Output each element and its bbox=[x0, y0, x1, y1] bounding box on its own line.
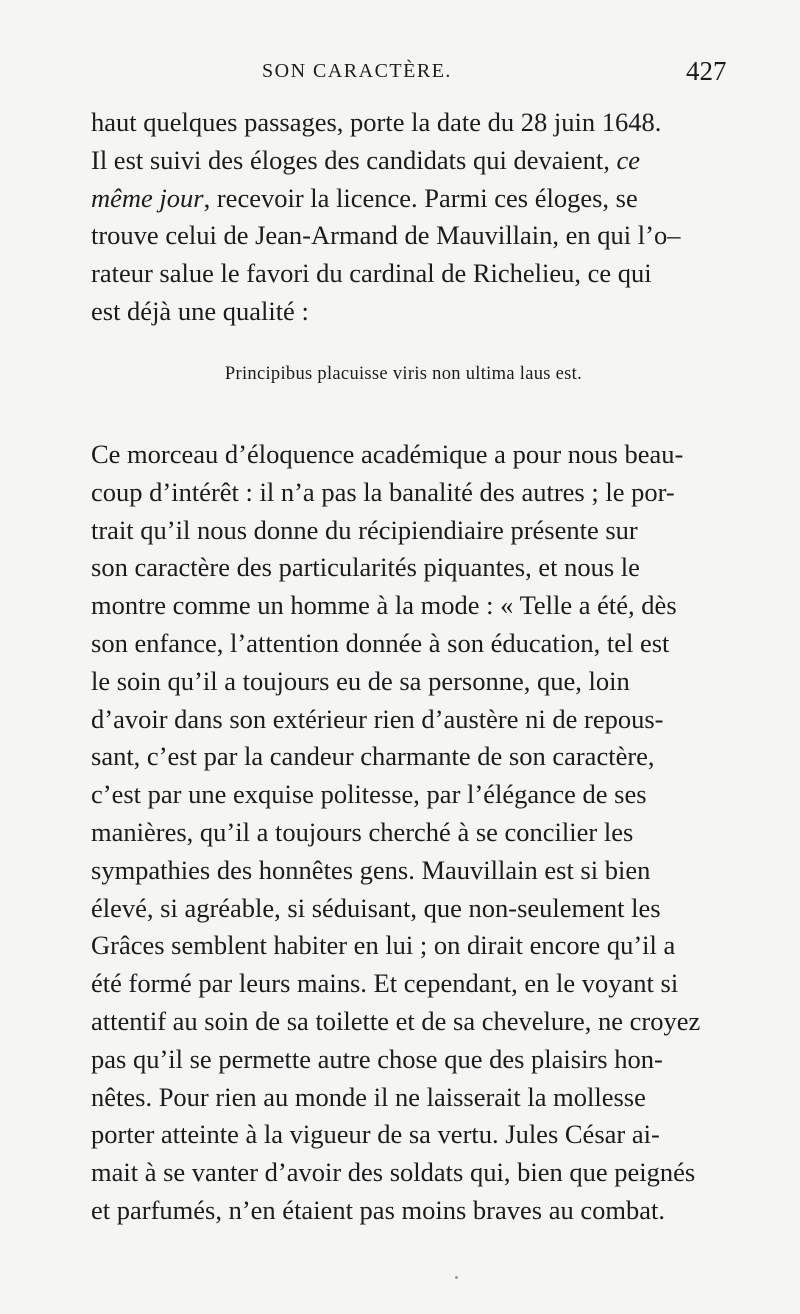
text-line: été formé par leurs mains. Et cependant, en le voyant si bbox=[91, 968, 679, 999]
text-run: , recevoir la licence. Parmi ces éloges, se bbox=[203, 182, 638, 213]
text-line: son caractère des particularités piquantes, et nous le bbox=[91, 552, 640, 583]
text-line: Grâces semblent habiter en lui ; on dirait encore qu’il a bbox=[91, 930, 676, 961]
running-head bbox=[0, 56, 800, 90]
text-line: et parfumés, n’en étaient pas moins braves au combat. bbox=[91, 1194, 665, 1225]
text-run: trouve celui de Jean-Armand de Mauvillain, en qui l’o– bbox=[91, 220, 681, 251]
text-line: montre comme un homme à la mode : « Telle a été, dès bbox=[91, 590, 677, 621]
text-line: d’avoir dans son extérieur rien d’austère ni de repous- bbox=[91, 703, 664, 734]
text-line: mait à se vanter d’avoir des soldats qui, bien que peignés bbox=[91, 1157, 696, 1188]
text-line bbox=[91, 142, 716, 180]
text-line bbox=[91, 255, 716, 293]
text-line: attentif au soin de sa toilette et de sa chevelure, ne croyez bbox=[91, 1005, 701, 1036]
text-line: trait qu’il nous donne du récipiendiaire présente sur bbox=[91, 514, 638, 545]
paragraph-1 bbox=[91, 104, 716, 331]
running-title: SON CARACTÈRE. bbox=[262, 60, 452, 82]
text-line: pas qu’il se permette autre chose que des plaisirs hon- bbox=[91, 1043, 663, 1074]
text-run: haut quelques passages, porte la date du 28 juin 1648. bbox=[91, 107, 662, 137]
text-line: Ce morceau d’éloquence académique a pour nous beau- bbox=[91, 439, 684, 469]
text-line: coup d’intérêt : il n’a pas la banalité des autres ; le por- bbox=[91, 476, 675, 507]
text-run: est déjà une qualité : bbox=[91, 295, 309, 326]
text-run: Il est suivi des éloges des candidats qui devaient, bbox=[91, 144, 617, 175]
text-line: son enfance, l’attention donnée à son éducation, tel est bbox=[91, 627, 670, 658]
italic-text-run: même jour bbox=[91, 182, 204, 213]
text-line: sant, c’est par la candeur charmante de son caractère, bbox=[91, 741, 655, 772]
text-line: élevé, si agréable, si séduisant, que non-seulement les bbox=[91, 892, 661, 923]
text-line: le soin qu’il a toujours eu de sa personne, que, loin bbox=[91, 665, 630, 696]
text-line bbox=[91, 104, 716, 142]
text-line: nêtes. Pour rien au monde il ne laisserait la mollesse bbox=[91, 1081, 646, 1112]
paper-speck bbox=[455, 1276, 458, 1279]
text-line bbox=[91, 180, 716, 218]
italic-text-run: ce bbox=[616, 144, 640, 175]
text-run: rateur salue le favori du cardinal de Richelieu, ce qui bbox=[91, 258, 652, 289]
text-line: c’est par une exquise politesse, par l’élégance de ses bbox=[91, 779, 647, 810]
text-line: porter atteinte à la vigueur de sa vertu. Jules César ai- bbox=[91, 1119, 660, 1150]
page-number: 427 bbox=[686, 56, 727, 86]
text-line: sympathies des honnêtes gens. Mauvillain est si bien bbox=[91, 854, 651, 885]
text-line: manières, qu’il a toujours cherché à se concilier les bbox=[91, 816, 634, 847]
paragraph-2 bbox=[91, 436, 716, 1230]
latin-quotation: Principibus placuisse viris non ultima laus est. bbox=[224, 364, 583, 384]
text-line bbox=[91, 293, 716, 331]
text-line bbox=[91, 217, 716, 255]
